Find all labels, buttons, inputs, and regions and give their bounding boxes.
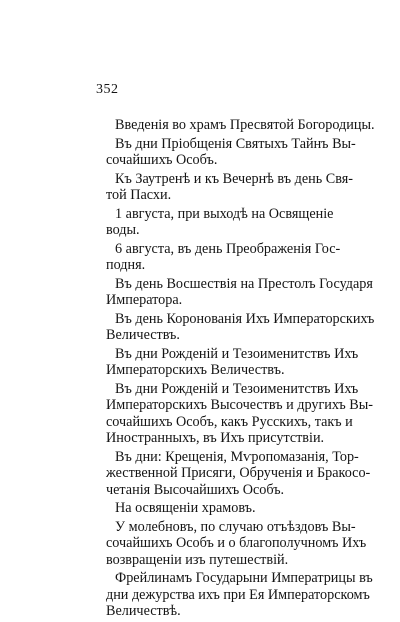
paragraph [106, 500, 334, 517]
text-line: Въ дни Пріобщенія Святыхъ Тайнъ Вы- [115, 135, 356, 152]
text-line: Къ Заутренѣ и къ Вечернѣ въ день Свя- [115, 170, 353, 187]
paragraph [106, 448, 371, 499]
paragraph [106, 310, 375, 344]
text-line: сочайшихъ Особъ, какъ Русскихъ, такъ и [106, 413, 353, 430]
text-line: Иностранныхъ, въ Ихъ присутствіи. [106, 430, 325, 446]
text-line: Въ дни Рожденій и Тезоименитствъ Ихъ [115, 380, 359, 397]
text-line: воды. [106, 222, 140, 238]
text-line: сочайшихъ Особъ. [106, 152, 218, 168]
paragraph [106, 206, 334, 239]
paragraph [106, 275, 373, 309]
text-line: 6 августа, въ день Преображенія Гос- [115, 240, 341, 257]
page-number: 352 [96, 82, 119, 97]
text-line: Императорскихъ Величествъ. [106, 362, 285, 378]
paragraph [106, 135, 356, 169]
text-line: той Пасхи. [106, 187, 172, 203]
paragraph [106, 345, 359, 379]
text-line: Императора. [106, 292, 183, 308]
paragraph [106, 518, 367, 569]
text-line: Въ дни Рожденій и Тезоименитствъ Ихъ [115, 345, 359, 362]
paragraph [106, 117, 375, 134]
text-line: Введенія во храмъ Пресвятой Богородицы. [115, 117, 375, 133]
text-block [106, 117, 375, 622]
text-line: Въ день Восшествія на Престолъ Государя [115, 275, 373, 292]
text-line: Въ дни: Крещенія, Мѵропомазанія, Тор- [115, 448, 359, 465]
text-line: сочайшихъ Особъ и о благополучномъ Ихъ [106, 535, 367, 551]
text-line: Въ день Коронованія Ихъ Императорскихъ [115, 310, 375, 327]
text-line: жественной Присяги, Обрученія и Бракосо- [106, 465, 371, 481]
text-line: Величествѣ. [106, 603, 181, 619]
text-line: Величествъ. [106, 327, 180, 343]
text-line: 1 августа, при выходѣ на Освященіе [115, 205, 334, 222]
paragraph [106, 240, 341, 274]
text-line: четанія Высочайшихъ Особъ. [106, 481, 285, 498]
text-line: Императорскихъ Высочествъ и другихъ Вы- [106, 397, 374, 413]
text-line: У молебновъ, по случаю отъѣздовъ Вы- [115, 518, 356, 535]
paragraph [106, 170, 353, 204]
text-line: Фрейлинамъ Государыни Императрицы въ [115, 570, 373, 586]
text-line: возвращеніи изъ путешествій. [106, 551, 289, 568]
paragraph [106, 380, 374, 447]
paragraph [106, 570, 373, 620]
text-line: подня. [106, 257, 146, 273]
text-line: На освященіи храмовъ. [115, 500, 256, 516]
text-line: дни дежурства ихъ при Ея Императорскомъ [106, 586, 370, 603]
